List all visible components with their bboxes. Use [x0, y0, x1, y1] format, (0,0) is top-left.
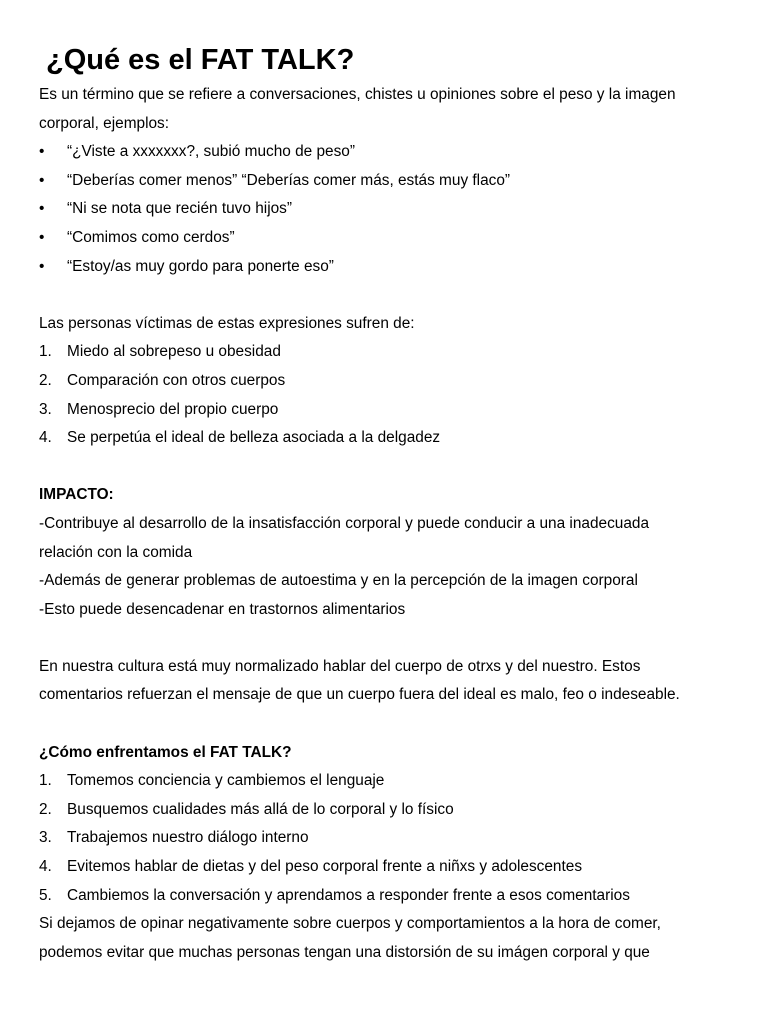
- victims-heading: Las personas víctimas de estas expresiones sufren de:: [39, 314, 415, 332]
- list-number: 3.: [39, 829, 52, 847]
- list-item: [39, 195, 739, 224]
- coping-text: Evitemos hablar de dietas y del peso corporal frente a niñxs y adolescentes: [67, 858, 583, 876]
- effect-text: Miedo al sobrepeso u obesidad: [67, 343, 281, 361]
- list-number: 2.: [39, 371, 52, 389]
- list-item: [39, 853, 739, 882]
- effects-list: [39, 338, 739, 452]
- impact-line: relación con la comida: [39, 543, 193, 561]
- coping-heading: ¿Cómo enfrentamos el FAT TALK?: [39, 743, 292, 761]
- culture-line: En nuestra cultura está muy normalizado hablar del cuerpo de otrxs y del nuestro. Estos: [39, 657, 641, 675]
- closing-line: podemos evitar que muchas personas tengan una distorsión de su imágen corporal y que: [39, 943, 650, 961]
- effect-text: Se perpetúa el ideal de belleza asociada a la delgadez: [67, 429, 441, 447]
- list-number: 4.: [39, 858, 52, 876]
- closing-line: Si dejamos de opinar negativamente sobre cuerpos y comportamientos a la hora de comer,: [39, 915, 661, 933]
- example-text: “Deberías comer menos” “Deberías comer más, estás muy flaco”: [67, 171, 511, 189]
- list-item: [39, 396, 739, 425]
- impact-line: -Esto puede desencadenar en trastornos alimentarios: [39, 600, 406, 618]
- bullet-marker: •: [39, 228, 45, 246]
- list-item: [39, 882, 739, 911]
- list-number: 2.: [39, 800, 52, 818]
- impact-line: -Además de generar problemas de autoestima y en la percepción de la imagen corporal: [39, 572, 638, 590]
- list-item: [39, 167, 739, 196]
- intro-line: corporal, ejemplos:: [39, 114, 170, 132]
- document-body: [39, 81, 739, 967]
- culture-line: comentarios refuerzan el mensaje de que un cuerpo fuera del ideal es malo, feo o indeseable.: [39, 686, 680, 704]
- list-number: 5.: [39, 886, 52, 904]
- list-item: [39, 424, 739, 453]
- list-item: [39, 367, 739, 396]
- intro-line: Es un término que se refiere a conversaciones, chistes u opiniones sobre el peso y la imagen: [39, 86, 676, 103]
- paragraph-gap: [39, 281, 739, 310]
- coping-text: Cambiemos la conversación y aprendamos a responder frente a esos comentarios: [67, 886, 630, 904]
- list-item: [39, 224, 739, 253]
- effect-text: Comparación con otros cuerpos: [67, 371, 286, 389]
- list-item: [39, 138, 739, 167]
- list-number: 3.: [39, 400, 52, 418]
- list-number: 1.: [39, 772, 52, 790]
- coping-text: Tomemos conciencia y cambiemos el lenguaje: [67, 772, 385, 790]
- example-text: “¿Viste a xxxxxxx?, subió mucho de peso”: [67, 143, 355, 161]
- examples-list: [39, 138, 739, 281]
- list-item: [39, 767, 739, 796]
- effect-text: Menosprecio del propio cuerpo: [67, 400, 279, 418]
- coping-text: Trabajemos nuestro diálogo interno: [67, 829, 309, 847]
- list-item: [39, 338, 739, 367]
- page-title: ¿Qué es el FAT TALK?: [46, 44, 355, 76]
- list-number: 4.: [39, 429, 52, 447]
- paragraph-gap: [39, 453, 739, 482]
- paragraph-gap: [39, 710, 739, 739]
- impact-line: -Contribuye al desarrollo de la insatisfacción corporal y puede conducir a una inadecuada: [39, 514, 650, 532]
- example-text: “Comimos como cerdos”: [67, 228, 235, 246]
- bullet-marker: •: [39, 143, 45, 161]
- example-text: “Estoy/as muy gordo para ponerte eso”: [67, 257, 334, 275]
- bullet-marker: •: [39, 257, 45, 275]
- example-text: “Ni se nota que recién tuvo hijos”: [67, 200, 292, 218]
- paragraph-gap: [39, 624, 739, 653]
- list-item: [39, 824, 739, 853]
- list-item: [39, 796, 739, 825]
- impact-heading: IMPACTO:: [39, 486, 114, 504]
- list-item: [39, 253, 739, 282]
- coping-text: Busquemos cualidades más allá de lo corporal y lo físico: [67, 800, 454, 818]
- bullet-marker: •: [39, 171, 45, 189]
- bullet-marker: •: [39, 200, 45, 218]
- list-number: 1.: [39, 343, 52, 361]
- coping-list: [39, 767, 739, 910]
